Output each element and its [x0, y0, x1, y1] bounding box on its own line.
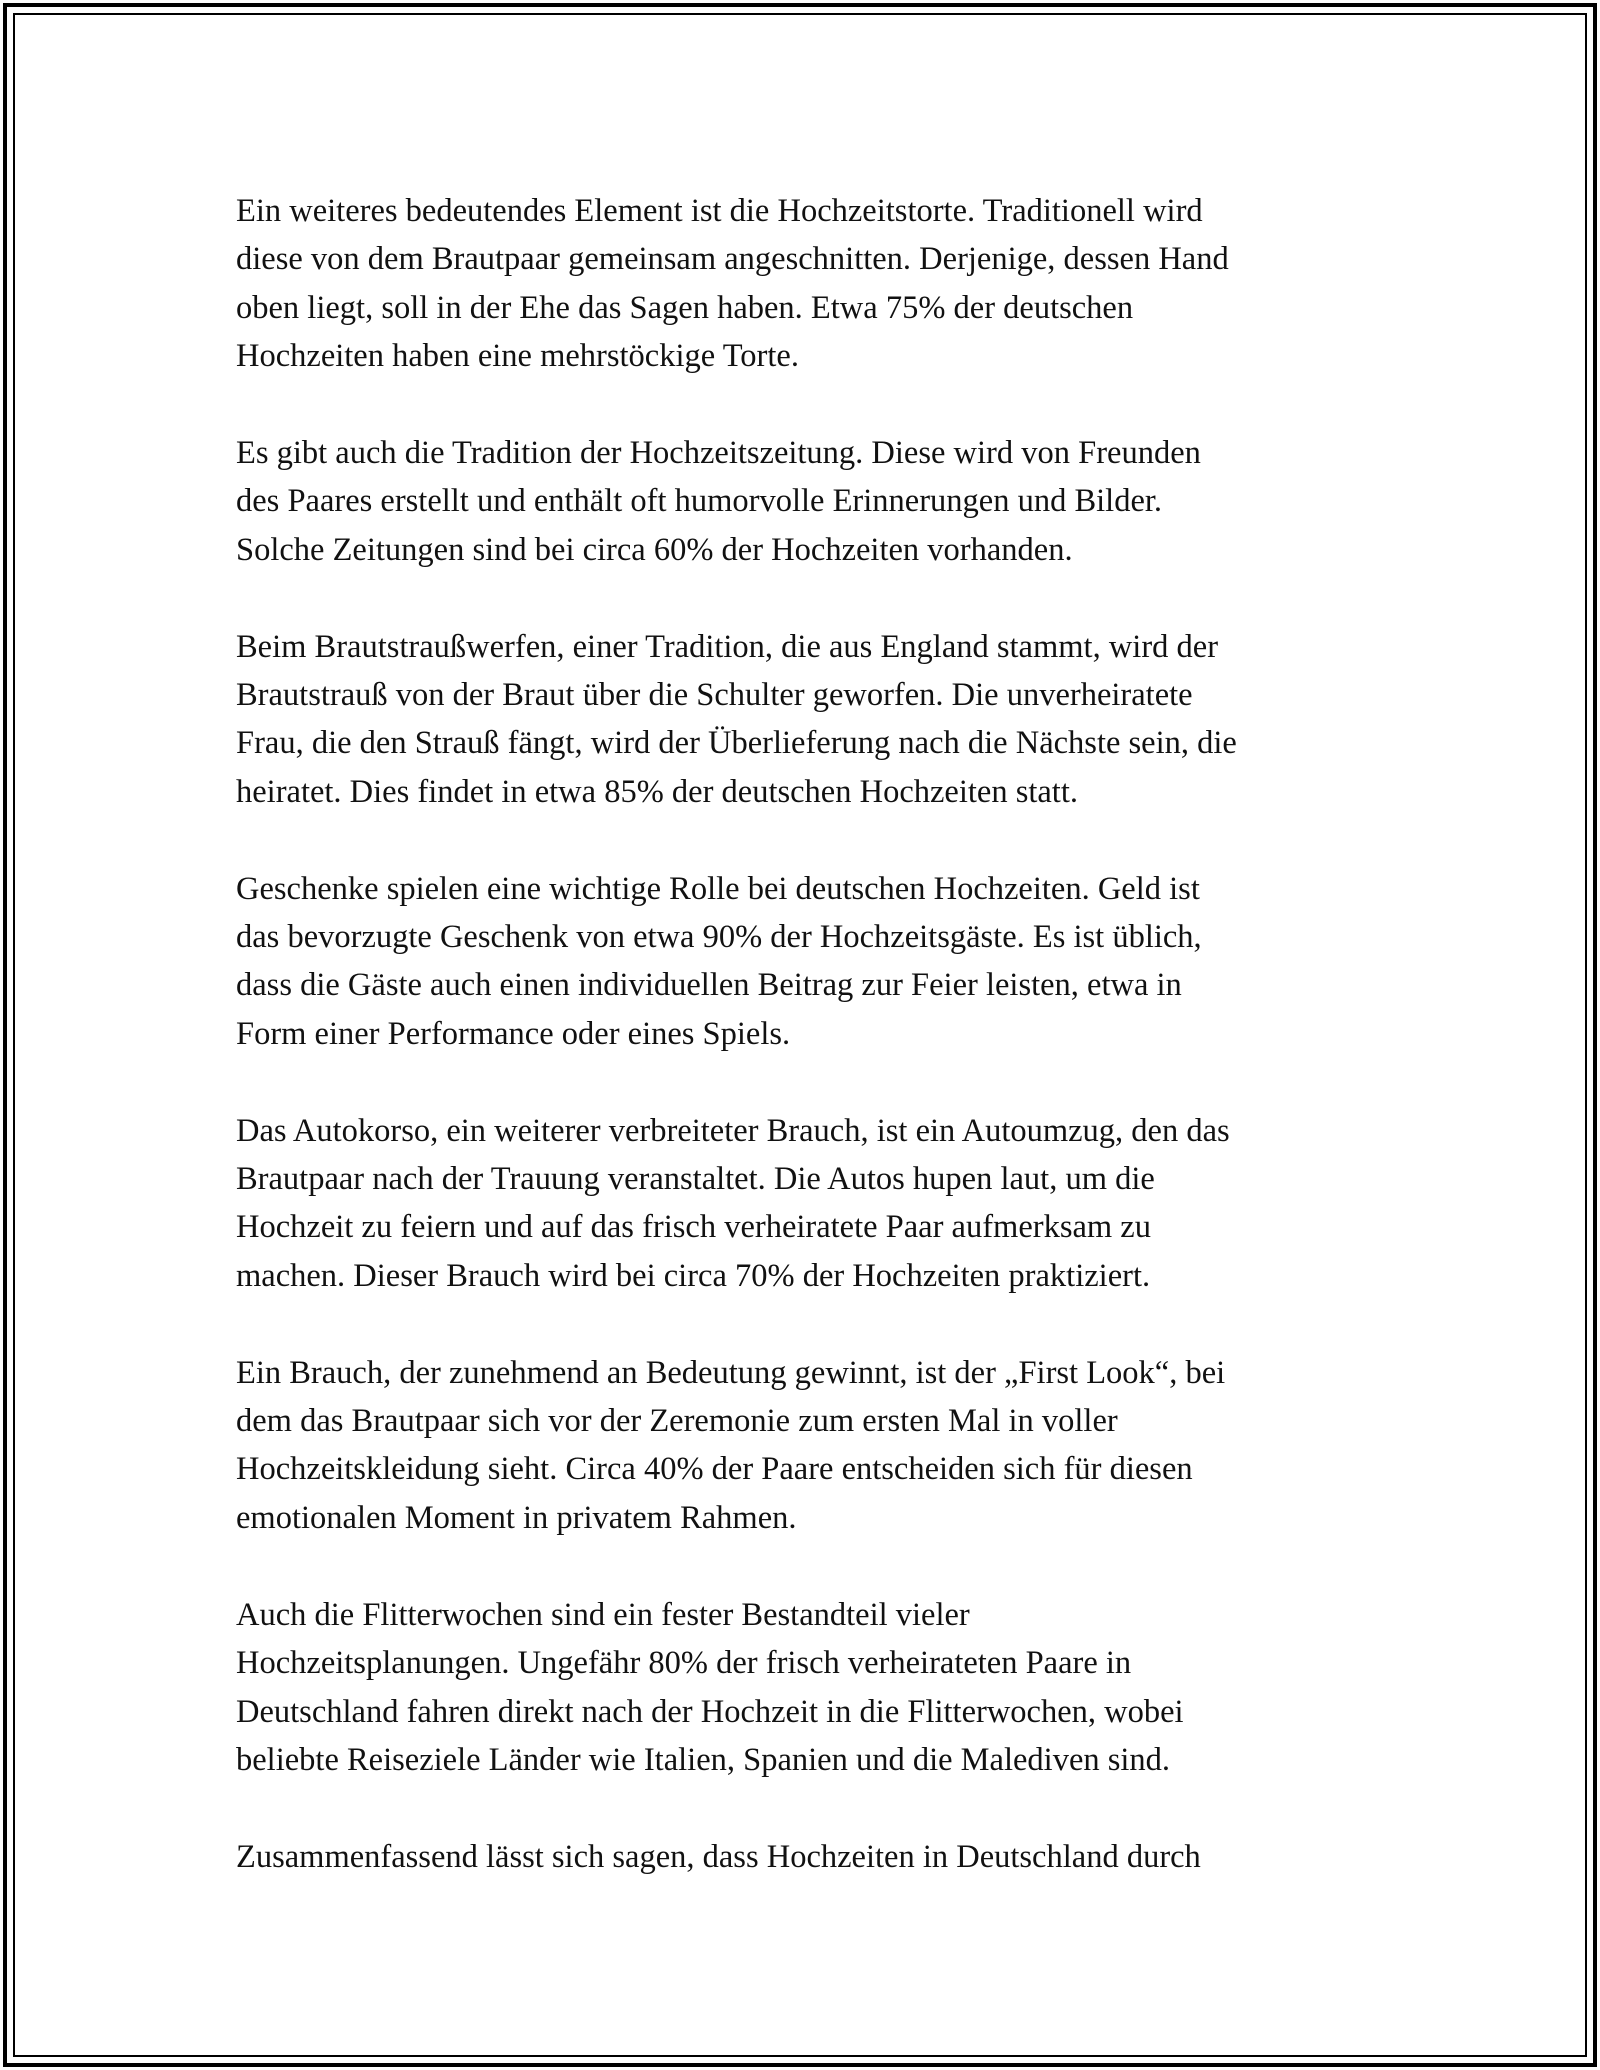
- paragraph-gifts: Geschenke spielen eine wichtige Rolle bei deutschen Hochzeiten. Geld ist das bevorzugte Geschenk von etwa 90% der Hochzeitsgäste. Es ist üblich, dass die Gäste auch einen individuellen Beitrag zur Feier leisten, etwa in Form einer Performance oder eines Spiels.: [236, 870, 1202, 1052]
- paragraph-autokorso: Das Autokorso, ein weiterer verbreiteter Brauch, ist ein Autoumzug, den das Brautpaar nach der Trauung veranstaltet. Die Autos hupen laut, um die Hochzeit zu feiern und auf das frisch verheiratete Paar aufmerksam zu machen. Dieser Brauch wird bei circa 70% der Hochzeiten praktiziert.: [236, 1112, 1230, 1294]
- paragraph-first-look: Ein Brauch, der zunehmend an Bedeutung gewinnt, ist der „First Look“, bei dem das Brautpaar sich vor der Zeremonie zum ersten Mal in voller Hochzeitskleidung sieht. Circa 40% der Paare entscheiden sich für diesen emotionalen Moment in privatem Rahmen.: [236, 1354, 1226, 1536]
- paragraph-summary: Zusammenfassend lässt sich sagen, dass Hochzeiten in Deutschland durch: [236, 1838, 1201, 1875]
- paragraph-wedding-newspaper: Es gibt auch die Tradition der Hochzeitszeitung. Diese wird von Freunden des Paares erstellt und enthält oft humorvolle Erinnerungen und Bilder. Solche Zeitungen sind bei circa 60% der Hochzeiten vorhanden.: [236, 435, 1201, 568]
- paragraph-honeymoon: Auch die Flitterwochen sind ein fester Bestandteil vieler Hochzeitsplanungen. Ungefähr 80% der frisch verheirateten Paare in Deutschland fahren direkt nach der Hochzeit in die Flitterwochen, wobei beliebte Reiseziele Länder wie Italien, Spanien und die Malediven sind.: [236, 1596, 1184, 1778]
- document-body: [236, 187, 1386, 1930]
- paragraph-bouquet-toss: Beim Brautstraußwerfen, einer Tradition, die aus England stammt, wird der Brautstrauß von der Braut über die Schulter geworfen. Die unverheiratete Frau, die den Strauß fängt, wird der Überlieferung nach die Nächste sein, die heiratet. Dies findet in etwa 85% der deutschen Hochzeiten statt.: [236, 628, 1237, 810]
- paragraph-wedding-cake: Ein weiteres bedeutendes Element ist die Hochzeitstorte. Traditionell wird diese von dem Brautpaar gemeinsam angeschnitten. Derjenige, dessen Hand oben liegt, soll in der Ehe das Sagen haben. Etwa 75% der deutschen Hochzeiten haben eine mehrstöckige Torte.: [236, 193, 1229, 375]
